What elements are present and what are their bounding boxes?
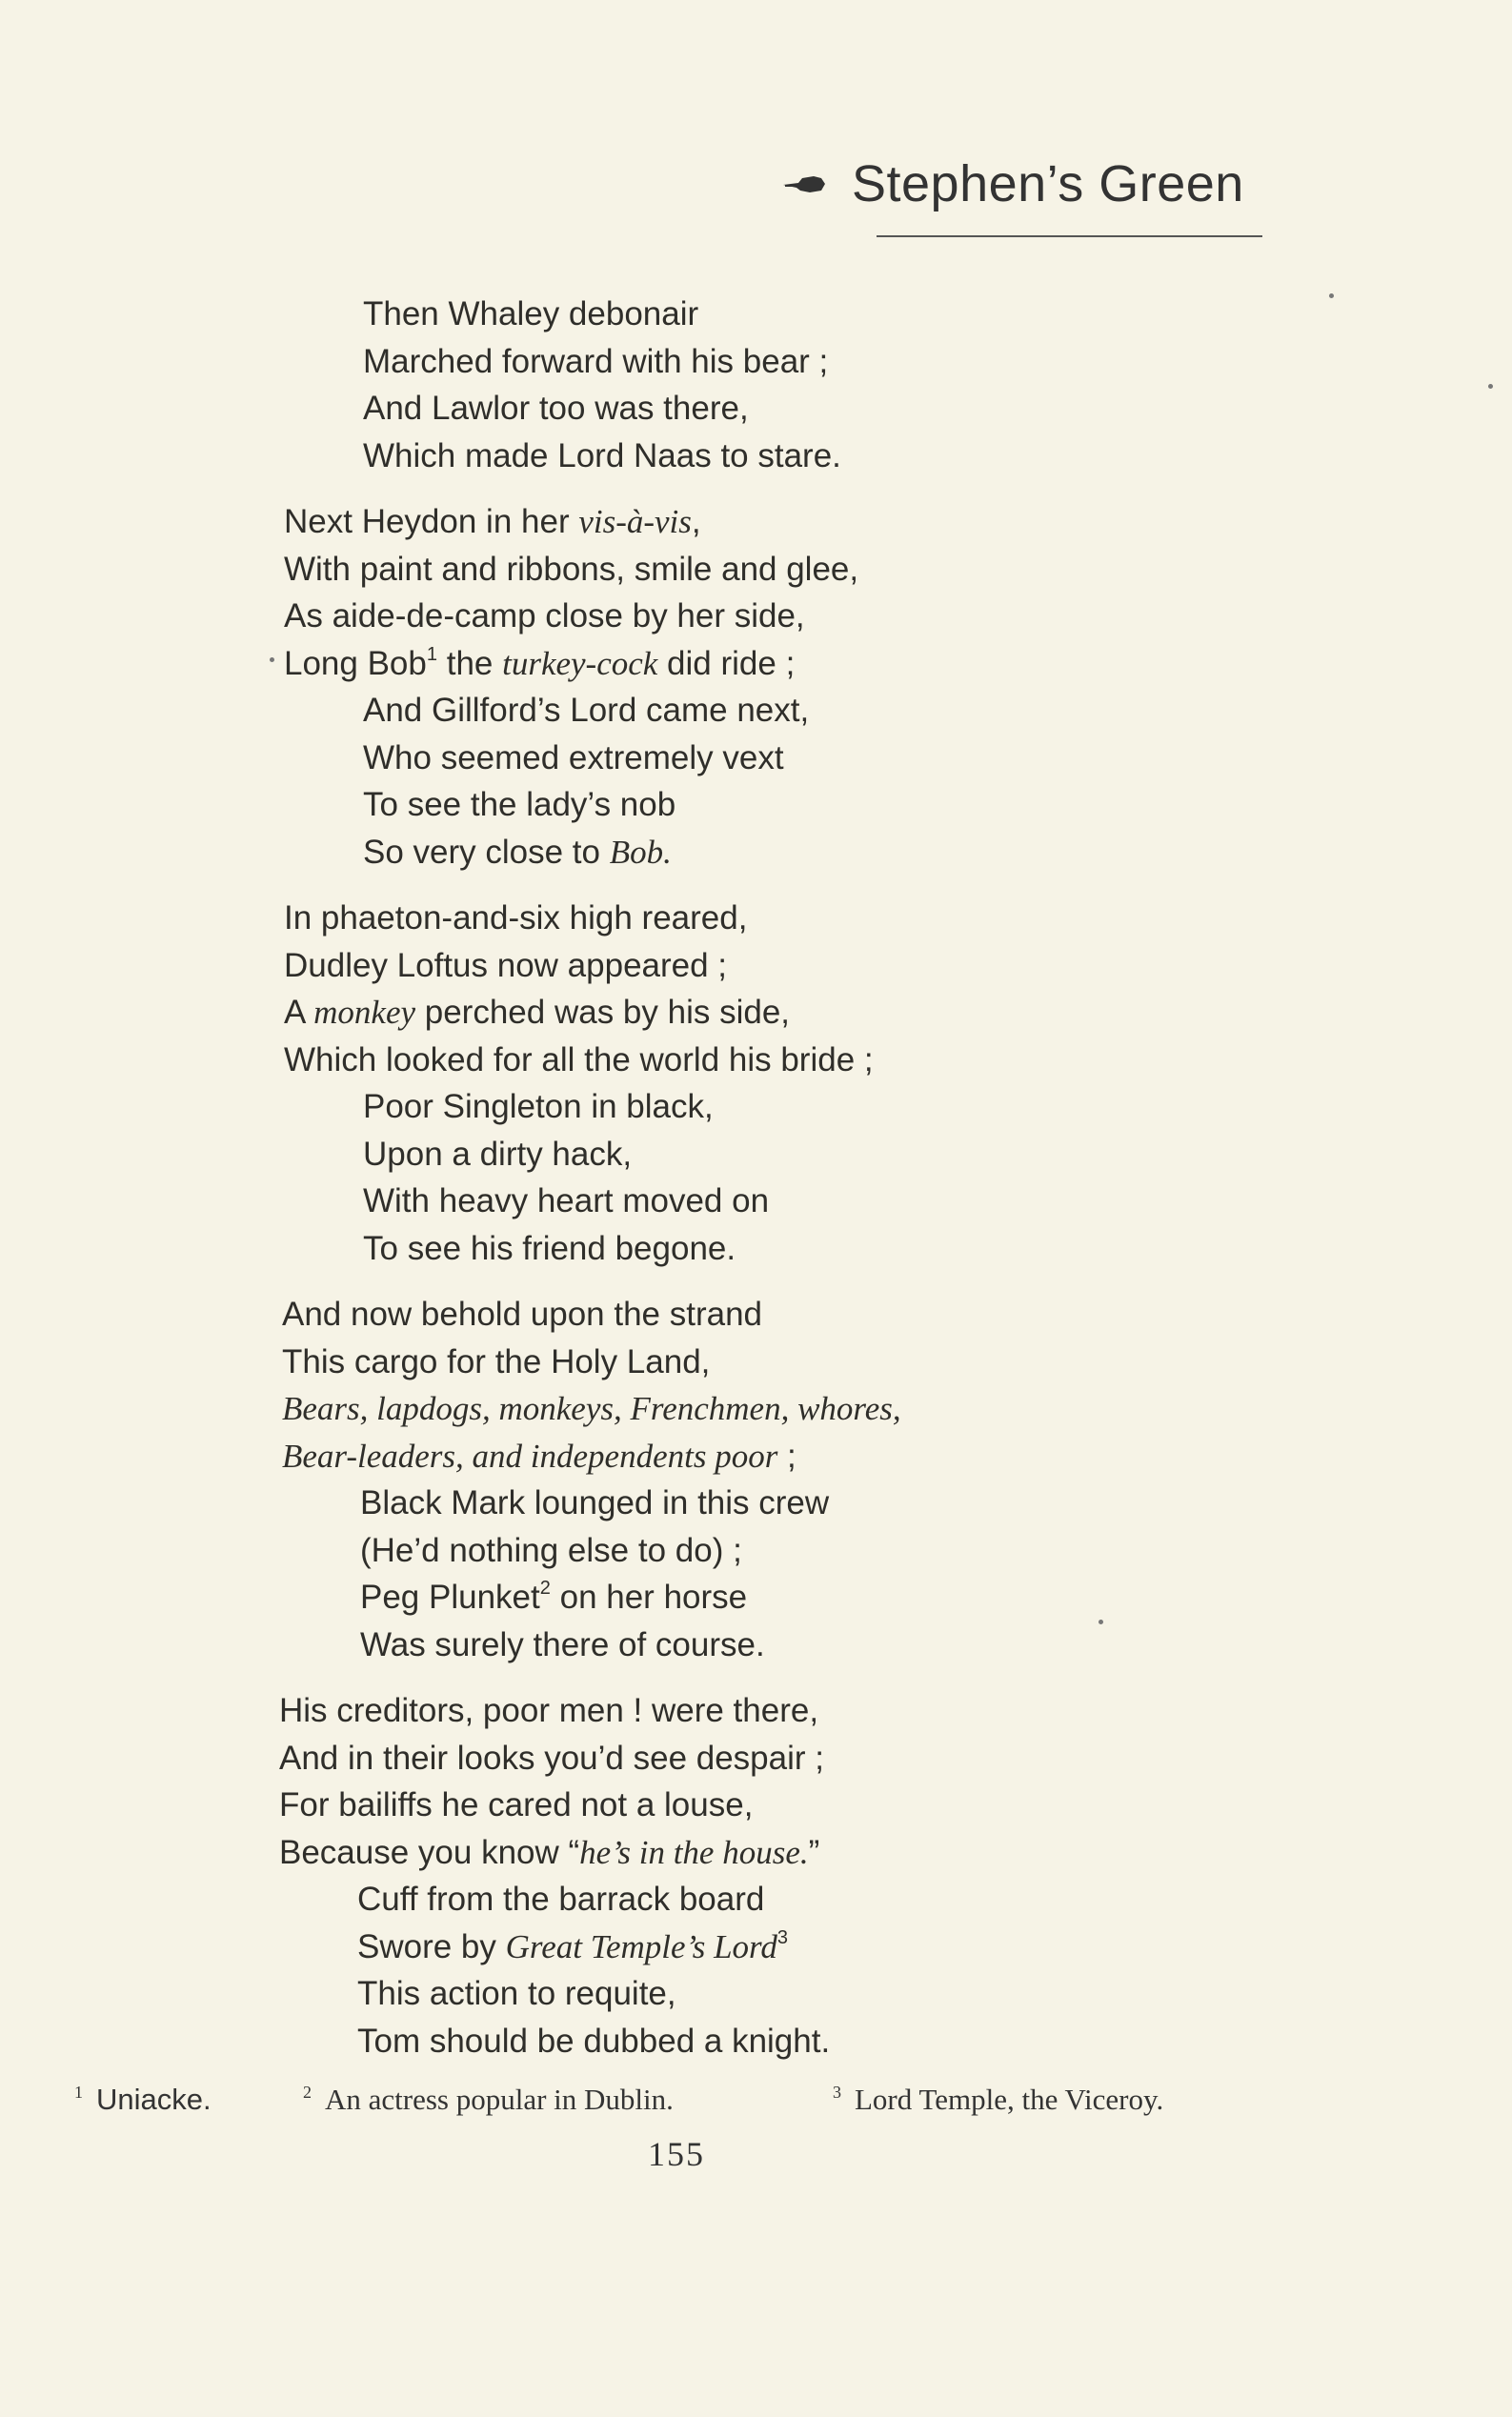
footnote-text: Uniacke. [96,2083,212,2116]
poem-line [0,989,1512,1037]
poem-line: With paint and ribbons, smile and glee, [284,550,859,588]
stanza-5 [0,1687,1512,2065]
poem-line: And now behold upon the strand [282,1296,762,1333]
poem-line: And Lawlor too was there, [363,390,749,427]
poem-line: Bears, lapdogs, monkeys, Frenchmen, whores, [282,1390,901,1427]
poem-line [0,498,1512,546]
poem-line: To see the lady’s nob [363,786,676,823]
line-text: A [284,994,314,1031]
stanza-1 [0,291,1512,479]
poem [0,291,1512,2084]
poem-line: For bailiffs he cared not a louse, [279,1786,754,1823]
poem-line: Upon a dirty hack, [363,1135,633,1173]
poem-line: As aide-de-camp close by her side, [284,597,805,634]
footnote-2 [303,2083,674,2117]
stanza-3 [0,895,1512,1272]
paper-speck [1099,1620,1103,1624]
pointing-hand-icon [781,170,827,198]
line-text: ” [808,1833,820,1871]
poem-line: This action to requite, [357,1975,676,2012]
line-text: So very close to [363,833,610,871]
paper-speck [270,657,274,662]
poem-line [0,1574,1512,1621]
poem-line [0,640,1512,688]
running-title: Stephen’s Green [852,155,1244,212]
italic-text: Bear-leaders, and independents poor [282,1437,778,1475]
poem-line: Then Whaley debonair [363,295,699,332]
poem-line: Tom should be dubbed a knight. [357,2022,831,2060]
footnote-mark: 3 [833,2083,841,2102]
poem-line [0,1924,1512,1971]
italic-text: Great Temple’s Lord [505,1927,777,1965]
italic-text: vis-à-vis [578,503,692,540]
paper-speck [1488,384,1493,389]
footnote-marker: 1 [426,643,437,665]
italic-text: he’s in the house. [579,1833,809,1871]
poem-line: To see his friend begone. [363,1229,736,1267]
italic-text: Bob. [609,833,672,871]
stanza-4 [0,1291,1512,1668]
poem-line: This cargo for the Holy Land, [282,1342,711,1380]
running-header [781,154,1244,213]
poem-line [0,1433,1512,1480]
poem-line: Was surely there of course. [360,1625,765,1663]
poem-line: Which made Lord Naas to stare. [363,436,841,474]
poem-line: And Gillford’s Lord came next, [363,692,810,729]
poem-line [0,829,1512,876]
poem-line: And in their looks you’d see despair ; [279,1739,824,1777]
line-text: Because you know “ [279,1833,580,1871]
poem-line: His creditors, poor men ! were there, [279,1692,819,1729]
line-text: ; [777,1437,796,1475]
line-text: perched was by his side, [415,994,791,1031]
line-text: the [437,644,503,682]
page-number: 155 [648,2135,705,2173]
footnote-mark: 1 [74,2083,83,2102]
line-text: Long Bob [284,644,427,682]
poem-line: Which looked for all the world his bride ; [284,1040,874,1078]
footnote-3 [833,2083,1163,2117]
line-text: Swore by [357,1927,506,1965]
footnote-1 [74,2083,212,2117]
poem-line: Dudley Loftus now appeared ; [284,946,728,984]
footnote-mark: 2 [303,2083,312,2102]
poem-line: Cuff from the barrack board [357,1881,765,1918]
poem-line: Poor Singleton in black, [363,1088,714,1125]
footnote-marker: 2 [539,1578,551,1599]
stanza-2 [0,498,1512,876]
line-text: , [691,503,701,540]
poem-line: Marched forward with his bear ; [363,342,829,380]
footnote-marker: 3 [776,1926,788,1948]
header-rule [877,235,1262,237]
footnote-text: Lord Temple, the Viceroy. [855,2083,1164,2116]
italic-text: turkey-cock [502,644,658,682]
poem-line: (He’d nothing else to do) ; [360,1531,742,1569]
line-text: on her horse [550,1579,748,1616]
line-text: Next Heydon in her [284,503,579,540]
footnote-text: An actress popular in Dublin. [325,2083,674,2116]
line-text: did ride ; [657,644,796,682]
poem-line [0,1829,1512,1877]
poem-line: Black Mark lounged in this crew [360,1484,830,1521]
poem-line: With heavy heart moved on [363,1182,770,1219]
poem-line: In phaeton-and-six high reared, [284,899,748,937]
italic-text: monkey [313,994,416,1031]
poem-line: Who seemed extremely vext [363,738,784,776]
paper-speck [1329,293,1334,298]
line-text: Peg Plunket [360,1579,540,1616]
